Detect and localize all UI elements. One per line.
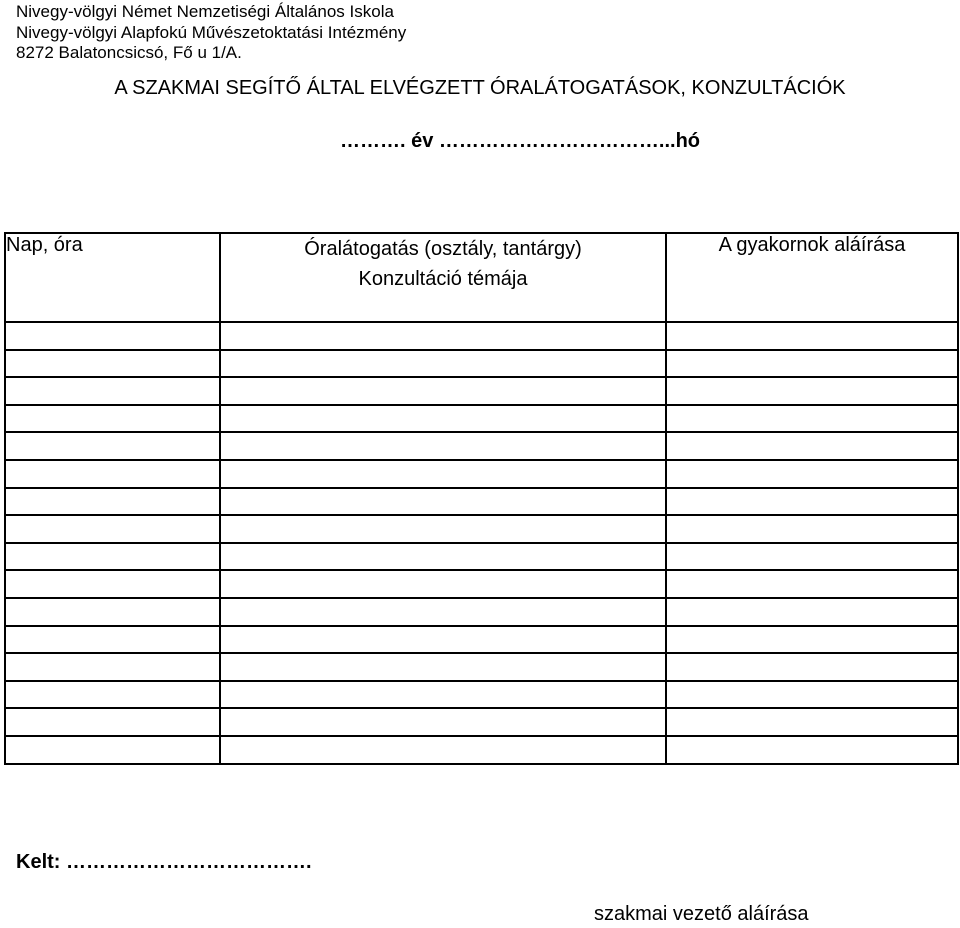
table-cell-day[interactable] [5, 708, 220, 736]
table-cell-signature[interactable] [666, 626, 958, 654]
supervisor-signature-label: szakmai vezető aláírása [594, 903, 809, 925]
school-name-1: Nivegy-völgyi Német Nemzetiségi Általános Iskola [16, 2, 394, 21]
table-cell-visit[interactable] [220, 653, 666, 681]
visit-log-table [4, 232, 959, 765]
table-cell-day[interactable] [5, 488, 220, 516]
period-line: ………. év ……………………………...hó [339, 130, 701, 152]
table-cell-day[interactable] [5, 515, 220, 543]
table-cell-visit[interactable] [220, 570, 666, 598]
table-cell-visit[interactable] [220, 515, 666, 543]
table-body [5, 322, 958, 764]
school-address: 8272 Balatoncsicsó, Fő u 1/A. [16, 43, 242, 62]
date-line: Kelt: ………………………………. [16, 851, 312, 873]
table-cell-day[interactable] [5, 405, 220, 433]
table-cell-signature[interactable] [666, 460, 958, 488]
school-name-2: Nivegy-völgyi Alapfokú Művészetoktatási Intézmény [16, 22, 407, 42]
table-cell-day[interactable] [5, 460, 220, 488]
document-title: A SZAKMAI SEGÍTŐ ÁLTAL ELVÉGZETT ÓRALÁTOGATÁSOK, KONZULTÁCIÓK [114, 77, 846, 99]
table-cell-visit[interactable] [220, 405, 666, 433]
table-cell-day[interactable] [5, 626, 220, 654]
table-row [5, 322, 958, 350]
table-cell-day[interactable] [5, 736, 220, 764]
table-cell-visit[interactable] [220, 736, 666, 764]
table-cell-visit[interactable] [220, 598, 666, 626]
school-header [16, 2, 406, 64]
table-cell-signature[interactable] [666, 653, 958, 681]
table-cell-day[interactable] [5, 377, 220, 405]
table-cell-signature[interactable] [666, 488, 958, 516]
table-cell-signature[interactable] [666, 598, 958, 626]
column-header-visit [220, 233, 666, 322]
column-header-visit-line-1: Óralátogatás (osztály, tantárgy) [304, 238, 582, 260]
table-row [5, 736, 958, 764]
table-cell-visit[interactable] [220, 350, 666, 378]
table-row [5, 626, 958, 654]
table-cell-signature[interactable] [666, 708, 958, 736]
table-cell-day[interactable] [5, 432, 220, 460]
table-row [5, 653, 958, 681]
table-cell-day[interactable] [5, 681, 220, 709]
table-cell-signature[interactable] [666, 736, 958, 764]
table-cell-day[interactable] [5, 322, 220, 350]
table-row [5, 405, 958, 433]
column-header-visit-line-2: Konzultáció témája [358, 268, 528, 290]
table-cell-day[interactable] [5, 350, 220, 378]
table-row [5, 570, 958, 598]
table-row [5, 708, 958, 736]
table-row [5, 377, 958, 405]
table-row [5, 681, 958, 709]
table-cell-visit[interactable] [220, 322, 666, 350]
table-row [5, 460, 958, 488]
table-cell-signature[interactable] [666, 405, 958, 433]
table-cell-day[interactable] [5, 598, 220, 626]
table-row [5, 515, 958, 543]
table-row [5, 350, 958, 378]
table-cell-signature[interactable] [666, 515, 958, 543]
table-cell-signature[interactable] [666, 350, 958, 378]
table-row [5, 432, 958, 460]
table-cell-signature[interactable] [666, 681, 958, 709]
table-cell-day[interactable] [5, 653, 220, 681]
table-cell-visit[interactable] [220, 488, 666, 516]
table-cell-visit[interactable] [220, 626, 666, 654]
table-cell-day[interactable] [5, 543, 220, 571]
table-header-row [5, 233, 958, 322]
table-cell-signature[interactable] [666, 432, 958, 460]
column-header-signature: A gyakornok aláírása [666, 233, 958, 322]
column-header-day: Nap, óra [5, 233, 220, 322]
table-cell-visit[interactable] [220, 377, 666, 405]
table-cell-signature[interactable] [666, 570, 958, 598]
table-cell-day[interactable] [5, 570, 220, 598]
table-cell-signature[interactable] [666, 322, 958, 350]
table-cell-visit[interactable] [220, 681, 666, 709]
table-cell-visit[interactable] [220, 432, 666, 460]
table-row [5, 543, 958, 571]
table-cell-visit[interactable] [220, 543, 666, 571]
table-row [5, 598, 958, 626]
table-cell-signature[interactable] [666, 377, 958, 405]
table-cell-visit[interactable] [220, 460, 666, 488]
table-cell-visit[interactable] [220, 708, 666, 736]
table-cell-signature[interactable] [666, 543, 958, 571]
table-row [5, 488, 958, 516]
